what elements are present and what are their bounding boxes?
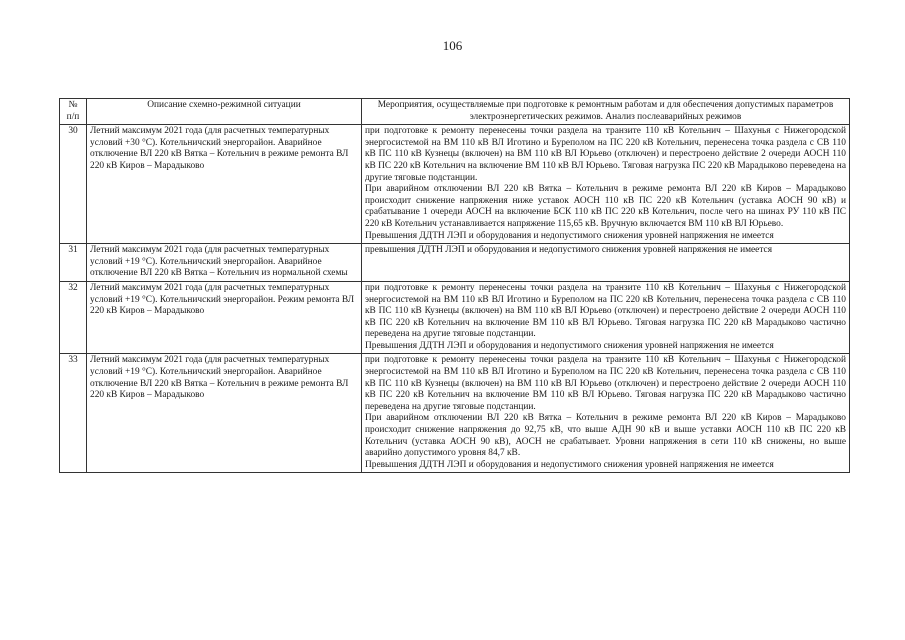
row-number: 31	[60, 244, 87, 282]
row-number: 30	[60, 125, 87, 244]
measures-cell	[362, 281, 850, 354]
table-row	[60, 244, 850, 282]
measures-conclusion: Превышения ДДТН ЛЭП и оборудования и недопустимого снижения уровней напряжения не имеется	[365, 230, 774, 241]
situation-description: Летний максимум 2021 года (для расчетных температурных условий +30 °С). Котельничский энергорайон. Аварийное отключение ВЛ 220 кВ Вятка – Котельнич в режиме ремонта ВЛ 220 кВ Киров – Марадыково	[87, 125, 362, 244]
header-num: № п/п	[60, 99, 87, 125]
situation-description: Летний максимум 2021 года (для расчетных температурных условий +19 °С). Котельничский энергорайон. Режим ремонта ВЛ 220 кВ Киров – Марадыково	[87, 281, 362, 354]
measures-paragraph: при подготовке к ремонту перенесены точки раздела на транзите 110 кВ Котельнич – Шахунья с Нижегородской энергосистемой на ВМ 110 кВ ВЛ Иготино и Буреполом на ПС 220 кВ Котельнич, перенесена точка раздела с СВ 110 кВ ПС 110 кВ Кузнецы (включен) на ВМ 110 кВ ВЛ Юрьево (отключен) и перестроено действие 2 очереди АОСН 110 кВ ПС 220 кВ Котельнич на включение ВМ 110 кВ ВЛ Юрьево. Тяговая нагрузка ПС 220 кВ Марадыково переведена на другие тяговые подстанции.	[365, 126, 846, 183]
measures-conclusion: превышения ДДТН ЛЭП и оборудования и недопустимого снижения уровней напряжения не имеется	[365, 245, 773, 256]
situation-description: Летний максимум 2021 года (для расчетных температурных условий +19 °С). Котельничский энергорайон. Аварийное отключение ВЛ 220 кВ Вятка – Котельнич в режиме ремонта ВЛ 220 кВ Киров – Марадыково	[87, 354, 362, 473]
page-number: 106	[442, 38, 463, 53]
measures-cell	[362, 125, 850, 244]
measures-paragraph: при подготовке к ремонту перенесены точки раздела на транзите 110 кВ Котельнич – Шахунья с Нижегородской энергосистемой на ВМ 110 кВ ВЛ Иготино и Буреполом на ПС 220 кВ Котельнич, перенесена точка раздела с СВ 110 кВ ПС 110 кВ Кузнецы (включен) на ВМ 110 кВ ВЛ Юрьево (отключен) и перестроено действие 2 очереди АОСН 110 кВ ПС 220 кВ Котельнич на включение ВМ 110 кВ ВЛ Юрьево. Тяговая нагрузка ПС 220 кВ Марадыково частично переведена на другие тяговые подстанции.	[365, 355, 846, 412]
header-description: Описание схемно-режимной ситуации	[87, 99, 362, 125]
measures-conclusion: Превышения ДДТН ЛЭП и оборудования и недопустимого снижения уровней напряжения не имеется	[365, 459, 774, 470]
measures-cell	[362, 354, 850, 473]
measures-paragraph: при подготовке к ремонту перенесены точки раздела на транзите 110 кВ Котельнич – Шахунья с Нижегородской энергосистемой на ВМ 110 кВ ВЛ Иготино и Буреполом на ПС 220 кВ Котельнич, перенесена точка раздела с СВ 110 кВ ПС 110 кВ Кузнецы (включен) на ВМ 110 кВ ВЛ Юрьево (отключен) и перестроено действие 2 очереди АОСН 110 кВ ПС 220 кВ Котельнич на включение ВМ 110 кВ ВЛ Юрьево. Тяговая нагрузка ПС 220 кВ Марадыково частично переведена на другие тяговые подстанции.	[365, 282, 846, 340]
measures-paragraph: При аварийном отключении ВЛ 220 кВ Вятка – Котельнич в режиме ремонта ВЛ 220 кВ Киров – Марадыково происходит снижение напряжения ниже уставок АОСН 110 кВ ПС 220 кВ Котельнич (уставка АОСН 90 кВ) и срабатывание 1 очереди АОСН на включение БСК 110 кВ ПС 220 кВ Котельнич, после чего на шинах РУ 110 кВ ПС 220 кВ Котельнич устанавливается напряжение 115,65 кВ. Вручную включается ВМ 110 кВ ВЛ Юрьево.	[365, 184, 846, 229]
situation-description: Летний максимум 2021 года (для расчетных температурных условий +19 °С). Котельничский энергорайон. Аварийное отключение ВЛ 220 кВ Вятка – Котельнич из нормальной схемы	[87, 244, 362, 282]
measures-conclusion: Превышения ДДТН ЛЭП и оборудования и недопустимого снижения уровней напряжения не имеется	[365, 340, 774, 351]
table-header-row	[60, 99, 850, 125]
table-row	[60, 281, 850, 354]
measures-cell	[362, 244, 850, 282]
row-number: 33	[60, 354, 87, 473]
situations-table	[59, 98, 850, 473]
header-measures: Мероприятия, осуществляемые при подготовке к ремонтным работам и для обеспечения допустимых параметров электроэнергетических режимов. Анализ послеаварийных режимов	[362, 99, 850, 125]
measures-paragraph: При аварийном отключении ВЛ 220 кВ Вятка – Котельнич в режиме ремонта ВЛ 220 кВ Киров – Марадыково происходит снижение напряжения до 92,75 кВ, что выше АДН 90 кВ и выше уставки АОСН 110 кВ ПС 220 кВ Котельнич (уставка АОСН 90 кВ), АОСН не срабатывает. Уровни напряжения в сети 110 кВ снижены, но выше аварийно допустимого уровня 84,7 кВ.	[365, 413, 846, 459]
table-row	[60, 354, 850, 473]
table-row	[60, 125, 850, 244]
row-number: 32	[60, 281, 87, 354]
